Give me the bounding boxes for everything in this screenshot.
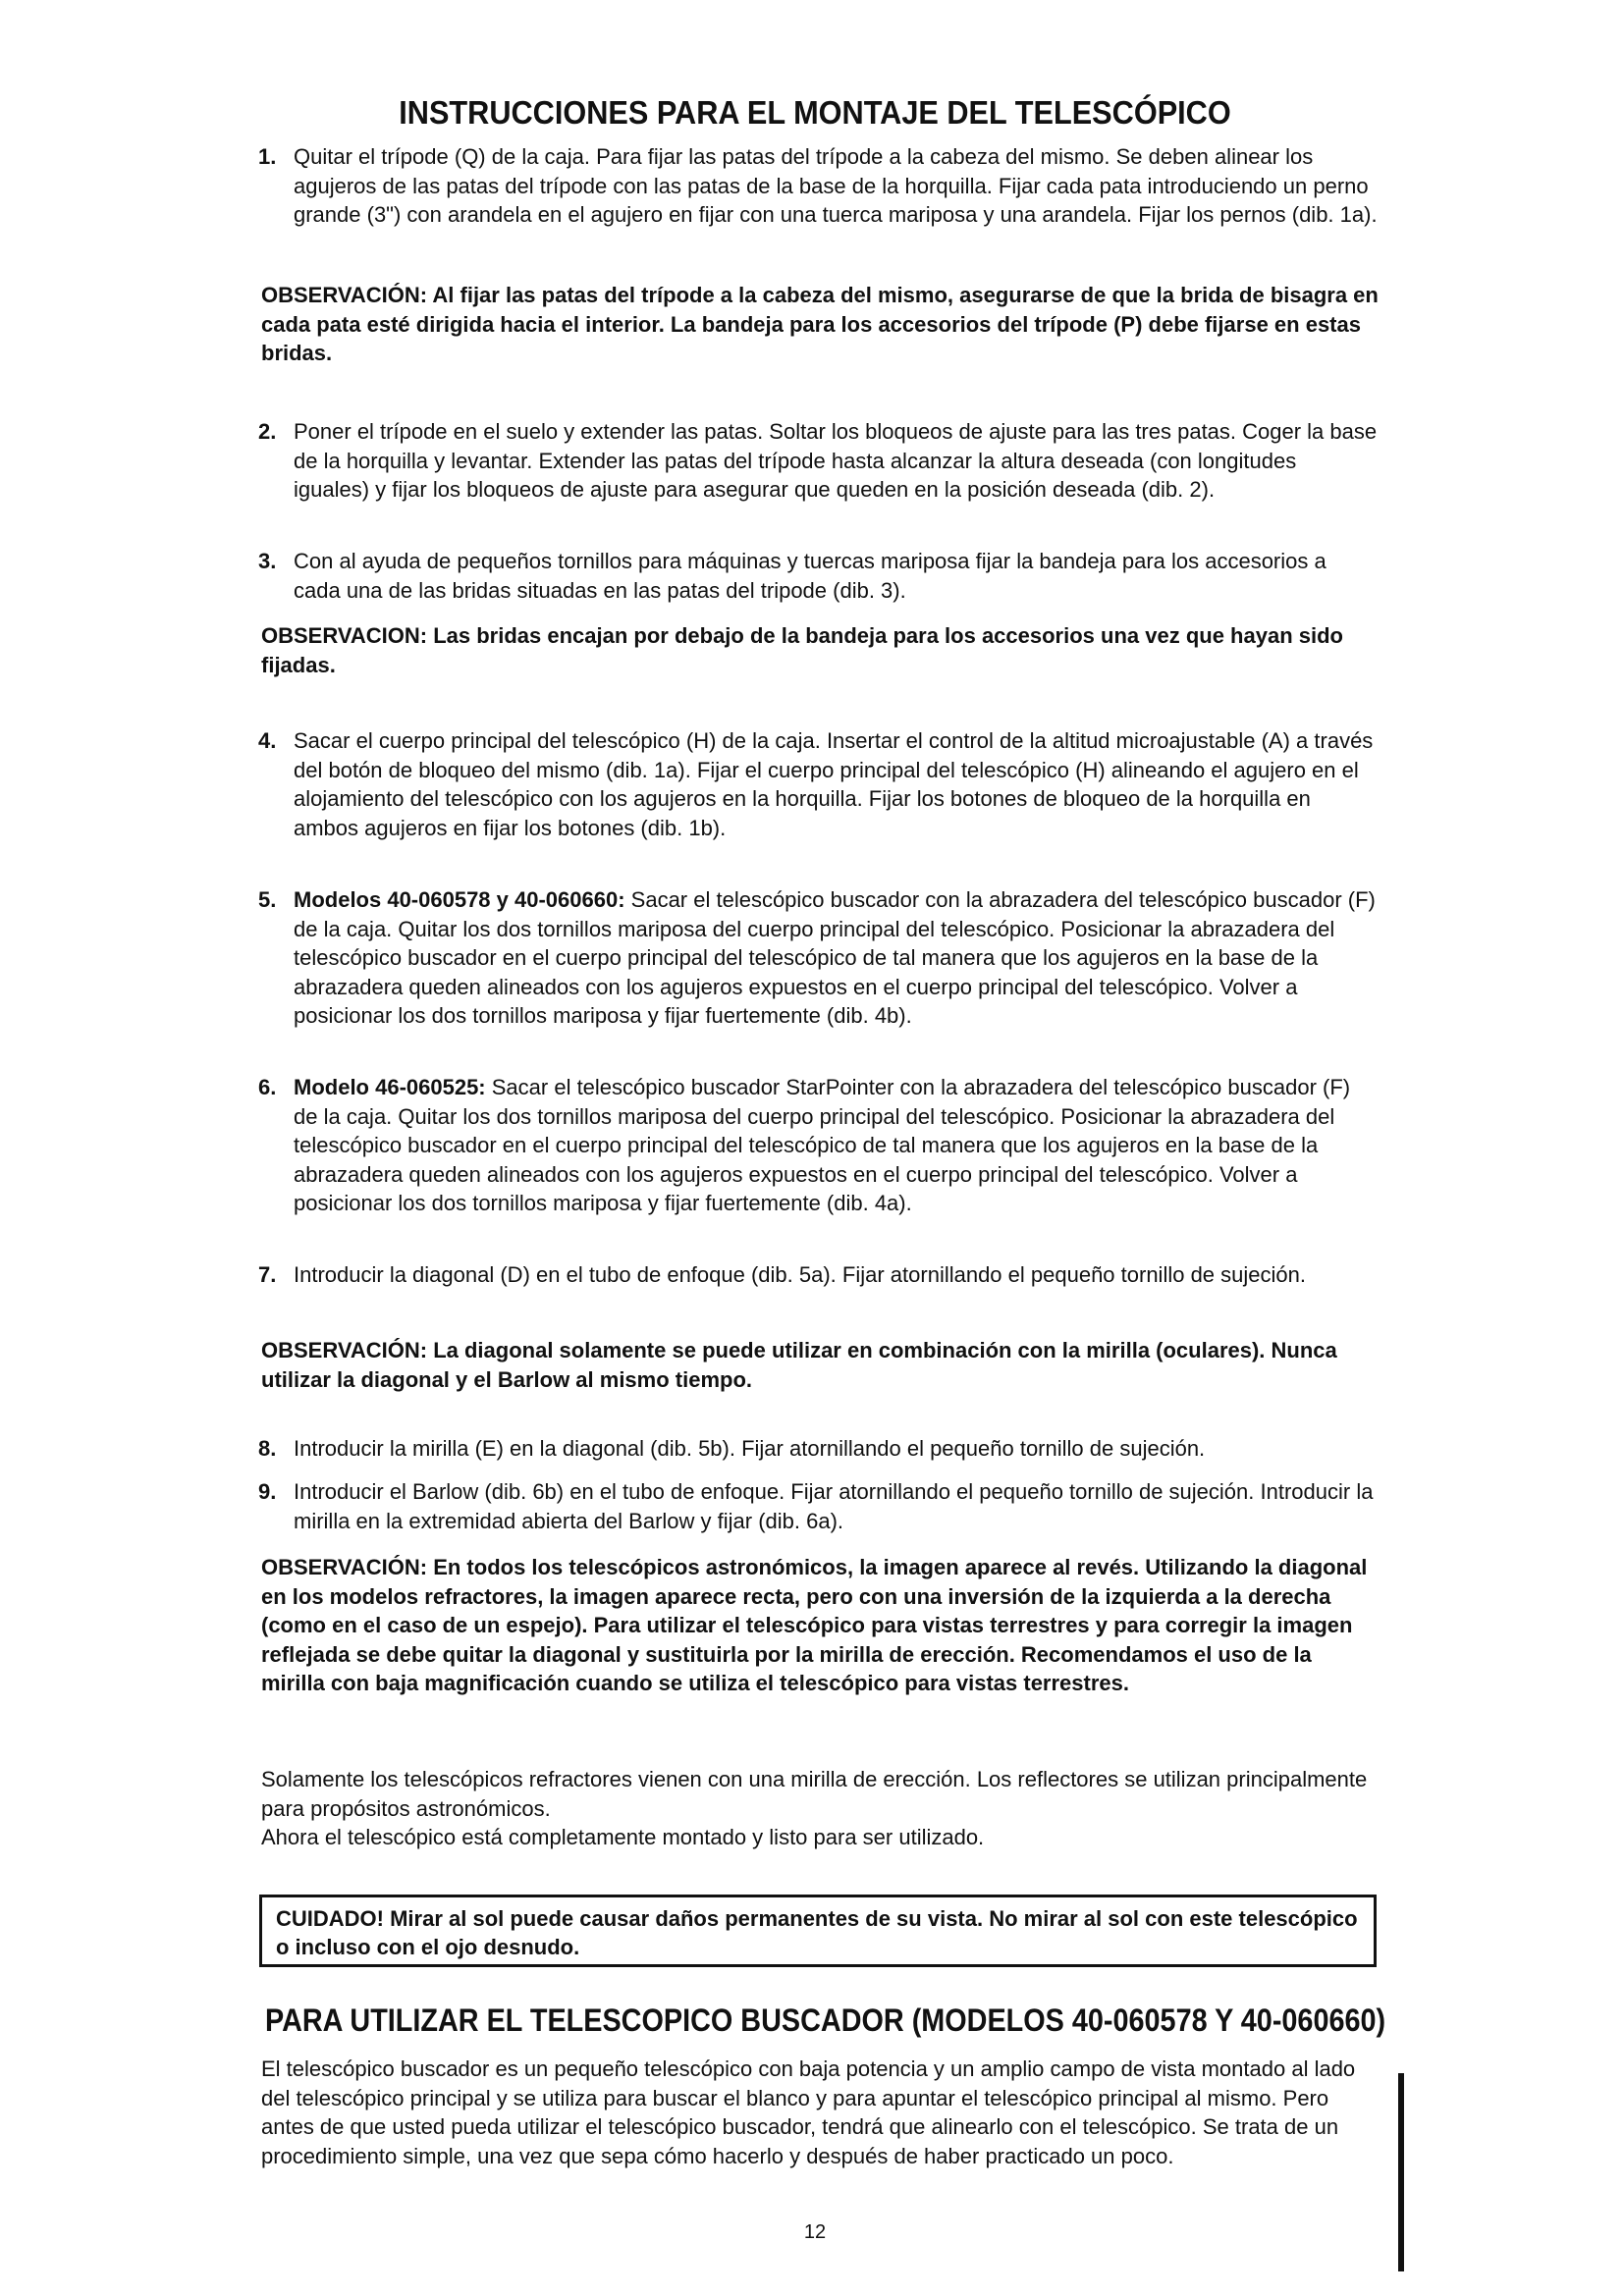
page-number: 12 [803, 2221, 827, 2243]
step-lead: Modelo 46-060525: [294, 1075, 486, 1099]
step-lead: Modelos 40-060578 y 40-060660: [294, 887, 625, 912]
step-text: Sacar el telescópico buscador StarPointer con la abrazadera del telescópico buscador (F) de la caja. Quitar los dos tornillos mariposa del cuerpo principal del telescópico. Posicionar la abrazadera del telescópico buscador en el cuerpo principal del telescópico de tal manera que los agujeros en la base de la abrazadera queden alineados con los agujeros expuestos en el cuerpo principal del telescópico. Volver a posicionar los dos tornillos mariposa y fijar fuertemente (dib. 4a). [294, 1075, 1351, 1215]
step-4 [258, 726, 1378, 842]
step-text: Quitar el trípode (Q) de la caja. Para fijar las patas del trípode a la cabeza del mismo. Se deben alinear los agujeros de las patas del trípode con las patas de la base de la horquilla. Fijar cada pata introduciendo un perno grande (3") con arandela en el agujero en fijar con una tuerca mariposa y una arandela. Fijar los pernos (dib. 1a). [294, 144, 1378, 227]
step-text: Sacar el cuerpo principal del telescópico (H) de la caja. Insertar el control de la altitud microajustable (A) a través del botón de bloqueo del mismo (dib. 1a). Fijar el cuerpo principal del telescópico (H) alineando el agujero en el alojamiento del telescópico con los agujeros en la horquilla. Fijar los botones de bloqueo de la horquilla en ambos agujeros en fijar los botones (dib. 1b). [294, 728, 1374, 840]
step-number: 6. [258, 1075, 277, 1099]
closing-paragraph-1: Solamente los telescópicos refractores vienen con una mirilla de erección. Los reflectores se utilizan principalmente para propósitos astronómicos. [261, 1767, 1368, 1821]
step-text: Con al ayuda de pequeños tornillos para máquinas y tuercas mariposa fijar la bandeja para los accesorios a cada una de las bridas situadas en las patas del tripode (dib. 3). [294, 549, 1326, 603]
step-2 [258, 417, 1378, 505]
step-number: 5. [258, 887, 277, 912]
step-number: 2. [258, 419, 277, 444]
note-1: OBSERVACIÓN: Al fijar las patas del trípode a la cabeza del mismo, asegurarse de que la brida de bisagra en cada pata esté dirigida hacia el interior. La bandeja para los accesorios del trípode (P) debe fijarse en estas bridas. [261, 283, 1379, 365]
step-text: Introducir la diagonal (D) en el tubo de enfoque (dib. 5a). Fijar atornillando el pequeño tornillo de sujeción. [294, 1262, 1306, 1287]
step-text: Introducir la mirilla (E) en la diagonal (dib. 5b). Fijar atornillando el pequeño tornillo de sujeción. [294, 1436, 1206, 1461]
note-3: OBSERVACIÓN: La diagonal solamente se puede utilizar en combinación con la mirilla (oculares). Nunca utilizar la diagonal y el Barlow al mismo tiempo. [261, 1338, 1337, 1392]
scan-edge-mark [1398, 2073, 1404, 2271]
step-text: Sacar el telescópico buscador con la abrazadera del telescópico buscador (F) de la caja. Quitar los dos tornillos mariposa del cuerpo principal del telescópico. Posicionar la abrazadera del telescópico buscador en el cuerpo principal del telescópico de tal manera que los agujeros en la base de la abrazadera queden alineados con los agujeros expuestos en el cuerpo principal del telescópico. Volver a posicionar los dos tornillos mariposa y fijar fuertemente (dib. 4b). [294, 887, 1376, 1028]
step-number: 8. [258, 1436, 277, 1461]
closing-paragraph-2: Ahora el telescópico está completamente montado y listo para ser utilizado. [261, 1825, 985, 1849]
step-number: 4. [258, 728, 277, 753]
step-number: 9. [258, 1479, 277, 1504]
note-2: OBSERVACION: Las bridas encajan por debajo de la bandeja para los accesorios una vez que hayan sido fijadas. [261, 623, 1343, 677]
caution-box: CUIDADO! Mirar al sol puede causar daños permanentes de su vista. No mirar al sol con este telescópico o incluso con el ojo desnudo. [259, 1895, 1377, 1967]
step-1 [258, 142, 1378, 230]
step-number: 3. [258, 549, 277, 573]
step-3 [258, 547, 1378, 605]
step-text: Introducir el Barlow (dib. 6b) en el tubo de enfoque. Fijar atornillando el pequeño tornillo de sujeción. Introducir la mirilla en la extremidad abierta del Barlow y fijar (dib. 6a). [294, 1479, 1374, 1533]
step-8 [258, 1434, 1378, 1464]
step-5 [258, 885, 1378, 1031]
page-title: INSTRUCCIONES PARA EL MONTAJE DEL TELESCÓPICO [399, 94, 1231, 131]
step-number: 7. [258, 1262, 277, 1287]
note-4: OBSERVACIÓN: En todos los telescópicos astronómicos, la imagen aparece al revés. Utilizando la diagonal en los modelos refractores, la imagen aparece recta, pero con una inversión de la izquierda a la derecha (como en el caso de un espejo). Para utilizar el telescópico para vistas terrestres y para corregir la imagen reflejada se debe quitar la diagonal y sustituirla por la mirilla de erección. Recomendamos el uso de la mirilla con baja magnificación cuando se utiliza el telescópico para vistas terrestres. [261, 1555, 1368, 1695]
step-6 [258, 1073, 1378, 1218]
step-9 [258, 1477, 1378, 1535]
section-body: El telescópico buscador es un pequeño telescópico con baja potencia y un amplio campo de vista montado al lado del telescópico principal y se utiliza para buscar el blanco y para apuntar el telescópico principal al mismo. Pero antes de que usted pueda utilizar el telescópico buscador, tendrá que alinearlo con el telescópico. Se trata de un procedimiento simple, una vez que sepa cómo hacerlo y después de haber practicado un poco. [261, 2056, 1356, 2168]
section-title: PARA UTILIZAR EL TELESCOPICO BUSCADOR (MODELOS 40-060578 Y 40-060660) [265, 2002, 1386, 2038]
step-number: 1. [258, 144, 277, 169]
step-7 [258, 1260, 1378, 1290]
step-text: Poner el trípode en el suelo y extender las patas. Soltar los bloqueos de ajuste para las tres patas. Coger la base de la horquilla y levantar. Extender las patas del trípode hasta alcanzar la altura deseada (con longitudes iguales) y fijar los bloqueos de ajuste para asegurar que queden en la posición deseada (dib. 2). [294, 419, 1378, 502]
